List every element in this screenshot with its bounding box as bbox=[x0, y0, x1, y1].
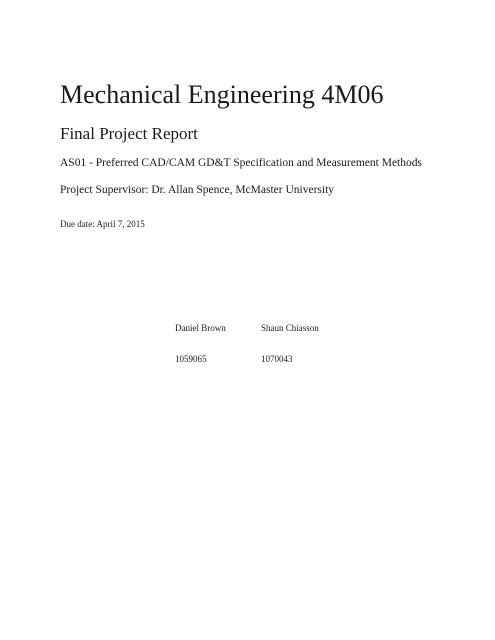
author-student-id: 1070043 bbox=[261, 354, 293, 364]
author-name: Shaun Chiasson bbox=[261, 323, 319, 333]
due-date: Due date: April 7, 2015 bbox=[60, 219, 145, 229]
author-name: Daniel Brown bbox=[175, 323, 226, 333]
report-title: Mechanical Engineering 4M06 bbox=[60, 80, 384, 109]
project-supervisor: Project Supervisor: Dr. Allan Spence, McMaster University bbox=[60, 184, 335, 196]
project-title: AS01 - Preferred CAD/CAM GD&T Specification and Measurement Methods bbox=[60, 157, 422, 169]
author-student-id: 1059065 bbox=[175, 354, 207, 364]
report-subtitle: Final Project Report bbox=[60, 124, 198, 143]
